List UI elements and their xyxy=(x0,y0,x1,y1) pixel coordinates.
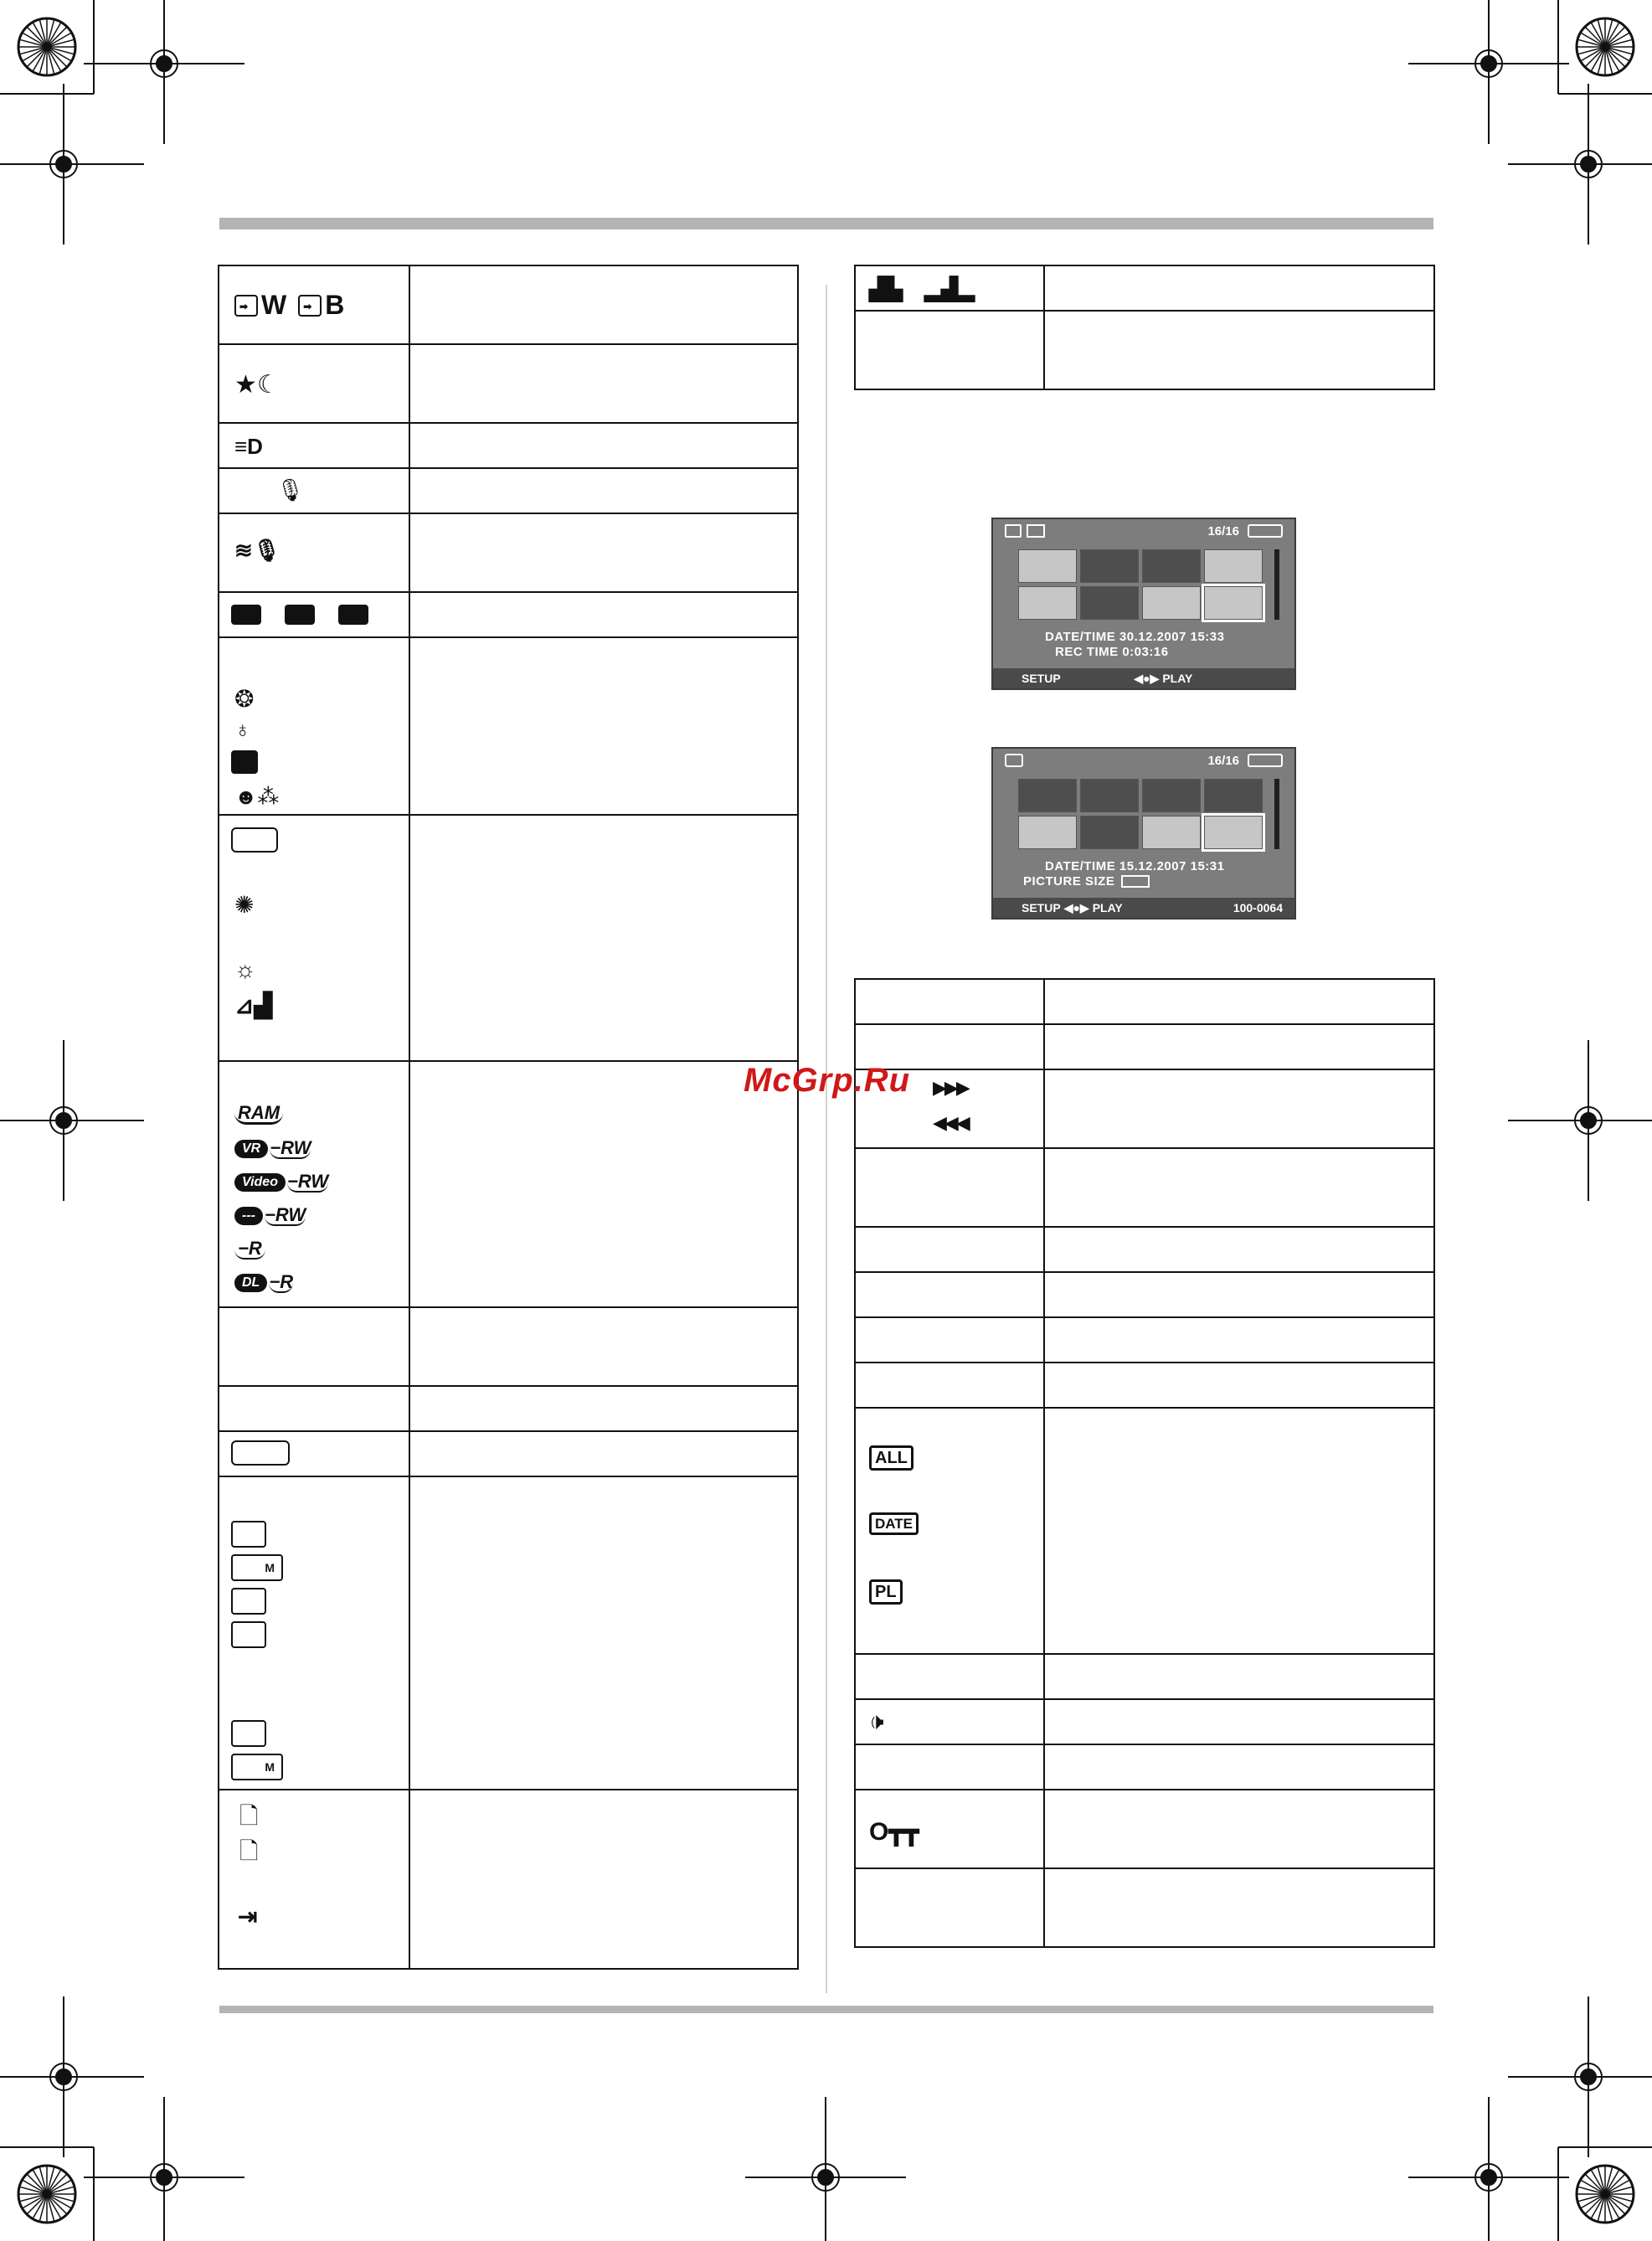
row-view-mode xyxy=(855,1408,1044,1654)
thumbnail-grid xyxy=(1018,779,1263,849)
thumbnail-selected[interactable] xyxy=(1204,586,1263,620)
row-modes xyxy=(219,592,409,637)
row-r4-desc xyxy=(1044,1148,1434,1227)
thumbnail[interactable] xyxy=(1080,586,1139,620)
thumbnail-selected[interactable] xyxy=(1204,816,1263,849)
playback-screen-picture xyxy=(991,747,1296,920)
row-r12-desc xyxy=(1044,1744,1434,1790)
size-wide-m-icon: M xyxy=(231,1554,283,1581)
row-disc-type-desc xyxy=(409,1061,798,1307)
row-modes-desc xyxy=(409,592,798,637)
view-playlist-icon: PL xyxy=(869,1579,903,1605)
thumbnail[interactable] xyxy=(1204,779,1263,812)
card-2-icon: 🗋 xyxy=(239,1838,259,1864)
thumbnail[interactable] xyxy=(1018,586,1077,620)
quality-1-icon xyxy=(231,1720,266,1747)
row-mic xyxy=(219,468,409,513)
card-access-icon: ⇥ xyxy=(238,1904,258,1929)
key-protect-icon: O┳┳ xyxy=(869,1818,919,1846)
thumbnail[interactable] xyxy=(1204,549,1263,583)
size-2-icon xyxy=(231,1588,266,1615)
row-card-desc xyxy=(409,1790,798,1969)
row-r1 xyxy=(855,979,1044,1024)
view-date-icon: DATE xyxy=(869,1512,919,1535)
row-scene-desc xyxy=(409,637,798,815)
picture-size-icon xyxy=(1121,875,1150,888)
indoor-mode-icon: ✺ xyxy=(234,892,255,918)
thumbnail[interactable] xyxy=(1142,586,1201,620)
spotlight-mode-icon: ♁ xyxy=(234,717,251,742)
row-r8 xyxy=(855,1363,1044,1408)
mode-3-icon xyxy=(338,605,368,625)
row-frame xyxy=(219,1431,409,1476)
surf-snow-mode-icon: ☻⁂ xyxy=(234,784,280,809)
left-icon-table xyxy=(218,265,799,1970)
row-mic-desc xyxy=(409,468,798,513)
row-blank-2-desc xyxy=(409,1386,798,1431)
row-r14 xyxy=(855,1868,1044,1947)
rewind-icon: ◀◀◀ xyxy=(933,1112,968,1133)
rec-time-line: REC TIME 0:03:16 xyxy=(1055,645,1169,659)
row-search-desc xyxy=(1044,1069,1434,1148)
row-r8-desc xyxy=(1044,1363,1434,1408)
play-icon xyxy=(1005,524,1022,538)
disc-rw-video-icon: Video −RW xyxy=(234,1172,328,1193)
row-wipe xyxy=(219,265,409,344)
play-label: PLAY xyxy=(1092,901,1123,914)
row-r14-desc xyxy=(1044,1868,1434,1947)
row-volume xyxy=(855,1699,1044,1744)
manual-white-balance-icon: ⊿▟ xyxy=(234,992,272,1018)
play-label: PLAY xyxy=(1162,672,1193,685)
size-1-icon xyxy=(231,1521,266,1548)
mode-2-icon xyxy=(285,605,315,625)
setup-label: SETUP xyxy=(1022,901,1061,914)
thumbnail[interactable] xyxy=(1142,779,1201,812)
mode-1-icon xyxy=(231,605,261,625)
battery-icon xyxy=(1248,524,1283,538)
row-r1-desc xyxy=(1044,979,1434,1024)
disc-r-icon: −R xyxy=(234,1239,265,1260)
protect-group-icon: ▟▙ xyxy=(869,276,903,301)
row-night-desc xyxy=(409,344,798,423)
row-r10-desc xyxy=(1044,1654,1434,1699)
row-playback-mode-desc xyxy=(1044,265,1434,311)
row-picture-size-desc xyxy=(409,1476,798,1790)
disc-rw-vr-icon: VR −RW xyxy=(234,1139,311,1159)
row-picture-size xyxy=(219,1476,409,1790)
sports-mode-icon: ❂ xyxy=(234,686,255,712)
row-white-balance xyxy=(219,815,409,1061)
scrollbar[interactable] xyxy=(1274,779,1279,849)
counter-text: 16/16 xyxy=(1207,523,1239,538)
date-time-line: DATE/TIME 30.12.2007 15:33 xyxy=(1045,630,1225,644)
size-3-icon xyxy=(231,1621,266,1648)
row-r2-desc xyxy=(1044,1024,1434,1069)
row-protect xyxy=(855,1790,1044,1868)
row-blank-2 xyxy=(219,1386,409,1431)
speaker-icon: 🕩 xyxy=(869,1708,884,1734)
thumbnail[interactable] xyxy=(1080,779,1139,812)
card-1-icon: 🗋 xyxy=(239,1803,259,1829)
thumbnail[interactable] xyxy=(1018,816,1077,849)
battery-icon xyxy=(1248,754,1283,767)
row-view-mode-desc xyxy=(1044,1408,1434,1654)
row-wipe-desc xyxy=(409,265,798,344)
row-r6 xyxy=(855,1272,1044,1317)
right-top-table xyxy=(854,265,1435,390)
row-r5 xyxy=(855,1227,1044,1272)
row-protect-desc xyxy=(1044,1790,1434,1868)
row-r5-desc xyxy=(1044,1227,1434,1272)
camera-icon xyxy=(1005,754,1023,767)
disc-r-dl-icon: DL −R xyxy=(234,1273,293,1293)
wipe-black-icon: ➡ B xyxy=(298,290,344,321)
row-r7 xyxy=(855,1317,1044,1363)
row-r4 xyxy=(855,1148,1044,1227)
thumbnail[interactable] xyxy=(1080,549,1139,583)
thumbnail-grid xyxy=(1018,549,1263,620)
date-time-line: DATE/TIME 15.12.2007 15:31 xyxy=(1045,859,1225,873)
row-blank-right-1 xyxy=(855,311,1044,389)
night-view-icon: ★☾ xyxy=(234,371,280,399)
row-disc-type xyxy=(219,1061,409,1307)
thumbnail[interactable] xyxy=(1142,816,1201,849)
thumbnail[interactable] xyxy=(1018,549,1077,583)
protect-single-icon: ▂▟▂ xyxy=(924,276,975,301)
view-all-icon: ALL xyxy=(869,1445,913,1471)
setup-label: SETUP xyxy=(1022,672,1061,685)
portrait-mode-icon xyxy=(231,750,258,774)
row-blank-right-1-desc xyxy=(1044,311,1434,389)
disc-rw-unformatted-icon: --- −RW xyxy=(234,1206,306,1226)
row-blank-1-desc xyxy=(409,1307,798,1386)
row-blank-1 xyxy=(219,1307,409,1386)
row-wind-desc xyxy=(409,513,798,592)
row-frame-desc xyxy=(409,1431,798,1476)
wind-noise-icon: ≋🎙 xyxy=(234,538,280,563)
auto-white-balance-icon xyxy=(231,827,278,853)
joystick-icon: ◀●▶ xyxy=(1134,671,1160,685)
frame-icon xyxy=(231,1440,290,1466)
thumbnail[interactable] xyxy=(1080,816,1139,849)
row-r6-desc xyxy=(1044,1272,1434,1317)
thumbnail[interactable] xyxy=(1018,779,1077,812)
row-night xyxy=(219,344,409,423)
picture-size-line: PICTURE SIZE xyxy=(1023,874,1150,889)
row-light xyxy=(219,423,409,468)
joystick-icon: ◀●▶ xyxy=(1063,900,1089,914)
playback-screen-video xyxy=(991,518,1296,690)
quality-wide-m-icon: M xyxy=(231,1754,283,1780)
scrollbar[interactable] xyxy=(1274,549,1279,620)
row-card xyxy=(219,1790,409,1969)
row-r7-desc xyxy=(1044,1317,1434,1363)
counter-text: 16/16 xyxy=(1207,753,1239,768)
microphone-icon: 🎙 xyxy=(276,477,305,502)
fast-forward-icon: ▶▶▶ xyxy=(933,1077,968,1098)
file-number: 100-0064 xyxy=(1233,901,1283,914)
watermark-text: McGrp.Ru xyxy=(744,1062,911,1099)
wipe-white-icon: ➡ W xyxy=(234,290,286,321)
disc-ram-icon: RAM xyxy=(234,1104,283,1125)
row-playback-mode xyxy=(855,265,1044,311)
all-icon xyxy=(1027,524,1045,538)
row-scene xyxy=(219,637,409,815)
video-light-icon: ≡D xyxy=(234,434,263,459)
row-r10 xyxy=(855,1654,1044,1699)
row-white-balance-desc xyxy=(409,815,798,1061)
right-bottom-table xyxy=(854,978,1435,1948)
thumbnail[interactable] xyxy=(1142,549,1201,583)
row-wind xyxy=(219,513,409,592)
row-r12 xyxy=(855,1744,1044,1790)
row-light-desc xyxy=(409,423,798,468)
outdoor-sun-icon: ☼ xyxy=(234,956,256,982)
row-volume-desc xyxy=(1044,1699,1434,1744)
